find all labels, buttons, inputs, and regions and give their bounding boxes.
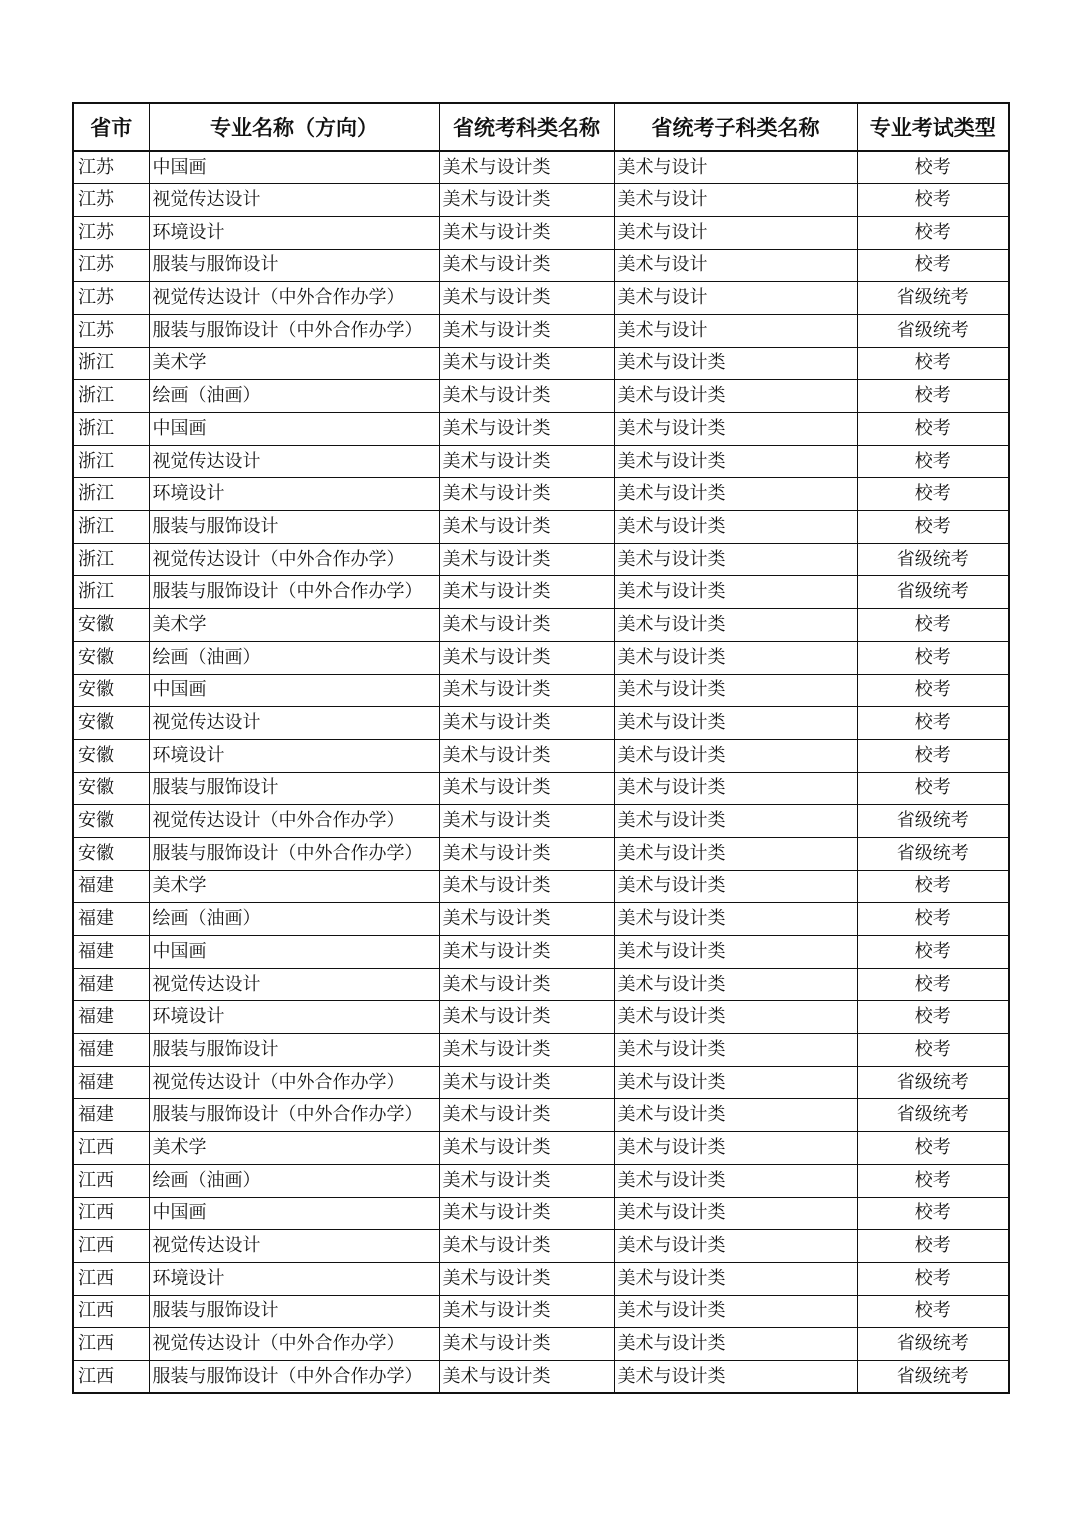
major-name-cell: 环境设计 <box>149 478 439 511</box>
major-name-cell: 视觉传达设计 <box>149 184 439 217</box>
province-cell: 江苏 <box>73 184 149 217</box>
exam-subcategory-cell: 美术与设计类 <box>614 1360 857 1393</box>
exam-subcategory-cell: 美术与设计 <box>614 151 857 184</box>
exam-subcategory-cell: 美术与设计 <box>614 282 857 315</box>
province-cell: 浙江 <box>73 478 149 511</box>
exam-type-cell: 校考 <box>857 413 1009 446</box>
exam-subcategory-cell: 美术与设计类 <box>614 1099 857 1132</box>
exam-type-cell: 省级统考 <box>857 837 1009 870</box>
major-name-cell: 绘画（油画） <box>149 1164 439 1197</box>
exam-category-cell: 美术与设计类 <box>439 1001 614 1034</box>
exam-category-cell: 美术与设计类 <box>439 1295 614 1328</box>
exam-category-cell: 美术与设计类 <box>439 1066 614 1099</box>
exam-type-cell: 省级统考 <box>857 1066 1009 1099</box>
exam-category-cell: 美术与设计类 <box>439 772 614 805</box>
table-row <box>73 674 1009 707</box>
table-row <box>73 837 1009 870</box>
province-cell: 江苏 <box>73 282 149 315</box>
province-cell: 福建 <box>73 1001 149 1034</box>
exam-subcategory-cell: 美术与设计 <box>614 314 857 347</box>
exam-type-cell: 校考 <box>857 347 1009 380</box>
exam-category-cell: 美术与设计类 <box>439 1360 614 1393</box>
exam-subcategory-cell: 美术与设计类 <box>614 641 857 674</box>
exam-subcategory-cell: 美术与设计类 <box>614 1295 857 1328</box>
exam-category-cell: 美术与设计类 <box>439 1099 614 1132</box>
table-header-row <box>73 103 1009 151</box>
province-cell: 福建 <box>73 1099 149 1132</box>
exam-category-cell: 美术与设计类 <box>439 314 614 347</box>
major-name-cell: 服装与服饰设计（中外合作办学） <box>149 1360 439 1393</box>
table-row <box>73 478 1009 511</box>
province-cell: 福建 <box>73 870 149 903</box>
table-row <box>73 805 1009 838</box>
header-exam-category: 省统考科类名称 <box>439 103 614 151</box>
major-name-cell: 服装与服饰设计 <box>149 772 439 805</box>
exam-type-cell: 校考 <box>857 936 1009 969</box>
province-cell: 江苏 <box>73 249 149 282</box>
major-name-cell: 服装与服饰设计（中外合作办学） <box>149 1099 439 1132</box>
exam-subcategory-cell: 美术与设计类 <box>614 674 857 707</box>
exam-subcategory-cell: 美术与设计 <box>614 249 857 282</box>
table-row <box>73 772 1009 805</box>
exam-type-cell: 校考 <box>857 151 1009 184</box>
exam-type-cell: 校考 <box>857 641 1009 674</box>
exam-category-cell: 美术与设计类 <box>439 837 614 870</box>
table-row <box>73 1132 1009 1165</box>
exam-type-cell: 省级统考 <box>857 1360 1009 1393</box>
exam-subcategory-cell: 美术与设计 <box>614 184 857 217</box>
exam-type-cell: 省级统考 <box>857 314 1009 347</box>
exam-subcategory-cell: 美术与设计类 <box>614 772 857 805</box>
exam-type-cell: 校考 <box>857 739 1009 772</box>
province-cell: 江西 <box>73 1295 149 1328</box>
table-row <box>73 511 1009 544</box>
exam-subcategory-cell: 美术与设计类 <box>614 543 857 576</box>
table-row <box>73 968 1009 1001</box>
table-row <box>73 576 1009 609</box>
table-row <box>73 870 1009 903</box>
exam-category-cell: 美术与设计类 <box>439 1328 614 1361</box>
major-name-cell: 中国画 <box>149 936 439 969</box>
exam-type-cell: 校考 <box>857 445 1009 478</box>
exam-subcategory-cell: 美术与设计类 <box>614 1034 857 1067</box>
table-row <box>73 184 1009 217</box>
province-cell: 安徽 <box>73 707 149 740</box>
exam-type-cell: 省级统考 <box>857 576 1009 609</box>
province-cell: 安徽 <box>73 609 149 642</box>
exam-category-cell: 美术与设计类 <box>439 968 614 1001</box>
exam-subcategory-cell: 美术与设计类 <box>614 413 857 446</box>
exam-subcategory-cell: 美术与设计类 <box>614 609 857 642</box>
exam-subcategory-cell: 美术与设计类 <box>614 1001 857 1034</box>
header-exam-type: 专业考试类型 <box>857 103 1009 151</box>
province-cell: 安徽 <box>73 837 149 870</box>
table-row <box>73 739 1009 772</box>
province-cell: 浙江 <box>73 413 149 446</box>
major-name-cell: 美术学 <box>149 609 439 642</box>
major-name-cell: 视觉传达设计 <box>149 968 439 1001</box>
major-name-cell: 中国画 <box>149 413 439 446</box>
province-cell: 安徽 <box>73 805 149 838</box>
exam-type-cell: 校考 <box>857 707 1009 740</box>
table-row <box>73 1001 1009 1034</box>
exam-category-cell: 美术与设计类 <box>439 903 614 936</box>
table-row <box>73 1034 1009 1067</box>
province-cell: 江苏 <box>73 216 149 249</box>
exam-category-cell: 美术与设计类 <box>439 380 614 413</box>
province-cell: 江西 <box>73 1197 149 1230</box>
exam-subcategory-cell: 美术与设计类 <box>614 478 857 511</box>
exam-category-cell: 美术与设计类 <box>439 674 614 707</box>
major-name-cell: 服装与服饰设计 <box>149 1295 439 1328</box>
exam-subcategory-cell: 美术与设计类 <box>614 347 857 380</box>
major-name-cell: 服装与服饰设计 <box>149 1034 439 1067</box>
exam-type-cell: 校考 <box>857 609 1009 642</box>
table-row <box>73 347 1009 380</box>
table-body <box>73 151 1009 1393</box>
exam-type-cell: 校考 <box>857 674 1009 707</box>
major-name-cell: 服装与服饰设计（中外合作办学） <box>149 837 439 870</box>
table-row <box>73 249 1009 282</box>
table-row <box>73 1197 1009 1230</box>
exam-type-cell: 校考 <box>857 1295 1009 1328</box>
province-cell: 浙江 <box>73 576 149 609</box>
exam-subcategory-cell: 美术与设计类 <box>614 968 857 1001</box>
major-name-cell: 环境设计 <box>149 739 439 772</box>
exam-category-cell: 美术与设计类 <box>439 576 614 609</box>
exam-category-cell: 美术与设计类 <box>439 1230 614 1263</box>
exam-category-cell: 美术与设计类 <box>439 936 614 969</box>
exam-type-cell: 校考 <box>857 1262 1009 1295</box>
province-cell: 福建 <box>73 968 149 1001</box>
table-row <box>73 314 1009 347</box>
province-cell: 福建 <box>73 903 149 936</box>
exam-subcategory-cell: 美术与设计类 <box>614 707 857 740</box>
exam-category-cell: 美术与设计类 <box>439 347 614 380</box>
table-row <box>73 151 1009 184</box>
exam-subcategory-cell: 美术与设计类 <box>614 1328 857 1361</box>
exam-category-cell: 美术与设计类 <box>439 445 614 478</box>
exam-type-cell: 校考 <box>857 380 1009 413</box>
major-name-cell: 绘画（油画） <box>149 641 439 674</box>
table-row <box>73 1164 1009 1197</box>
province-cell: 江西 <box>73 1132 149 1165</box>
exam-category-cell: 美术与设计类 <box>439 478 614 511</box>
header-exam-subcategory: 省统考子科类名称 <box>614 103 857 151</box>
province-cell: 福建 <box>73 936 149 969</box>
exam-category-cell: 美术与设计类 <box>439 151 614 184</box>
exam-type-cell: 校考 <box>857 1230 1009 1263</box>
exam-category-cell: 美术与设计类 <box>439 870 614 903</box>
province-cell: 浙江 <box>73 445 149 478</box>
exam-type-cell: 校考 <box>857 478 1009 511</box>
header-major-name: 专业名称（方向） <box>149 103 439 151</box>
major-name-cell: 绘画（油画） <box>149 903 439 936</box>
major-name-cell: 中国画 <box>149 1197 439 1230</box>
major-name-cell: 视觉传达设计（中外合作办学） <box>149 282 439 315</box>
exam-category-cell: 美术与设计类 <box>439 1197 614 1230</box>
province-cell: 浙江 <box>73 511 149 544</box>
province-cell: 江西 <box>73 1164 149 1197</box>
header-province: 省市 <box>73 103 149 151</box>
exam-category-cell: 美术与设计类 <box>439 184 614 217</box>
table-row <box>73 903 1009 936</box>
major-name-cell: 服装与服饰设计（中外合作办学） <box>149 576 439 609</box>
province-cell: 江西 <box>73 1230 149 1263</box>
province-cell: 江西 <box>73 1360 149 1393</box>
province-cell: 浙江 <box>73 543 149 576</box>
major-name-cell: 中国画 <box>149 151 439 184</box>
major-name-cell: 服装与服饰设计 <box>149 511 439 544</box>
major-name-cell: 美术学 <box>149 1132 439 1165</box>
table-row <box>73 1066 1009 1099</box>
admissions-table <box>72 102 1010 1394</box>
exam-subcategory-cell: 美术与设计类 <box>614 739 857 772</box>
major-name-cell: 环境设计 <box>149 216 439 249</box>
province-cell: 江苏 <box>73 314 149 347</box>
major-name-cell: 视觉传达设计（中外合作办学） <box>149 1066 439 1099</box>
province-cell: 福建 <box>73 1034 149 1067</box>
exam-type-cell: 省级统考 <box>857 543 1009 576</box>
province-cell: 浙江 <box>73 347 149 380</box>
province-cell: 安徽 <box>73 674 149 707</box>
table-row <box>73 1099 1009 1132</box>
exam-subcategory-cell: 美术与设计类 <box>614 511 857 544</box>
exam-type-cell: 校考 <box>857 968 1009 1001</box>
exam-subcategory-cell: 美术与设计类 <box>614 1262 857 1295</box>
exam-category-cell: 美术与设计类 <box>439 707 614 740</box>
exam-category-cell: 美术与设计类 <box>439 739 614 772</box>
major-name-cell: 视觉传达设计（中外合作办学） <box>149 543 439 576</box>
exam-type-cell: 校考 <box>857 216 1009 249</box>
exam-type-cell: 校考 <box>857 772 1009 805</box>
exam-type-cell: 校考 <box>857 1197 1009 1230</box>
exam-subcategory-cell: 美术与设计类 <box>614 1066 857 1099</box>
table-row <box>73 707 1009 740</box>
exam-type-cell: 校考 <box>857 1164 1009 1197</box>
major-name-cell: 中国画 <box>149 674 439 707</box>
province-cell: 安徽 <box>73 772 149 805</box>
table-row <box>73 380 1009 413</box>
exam-subcategory-cell: 美术与设计类 <box>614 903 857 936</box>
major-name-cell: 视觉传达设计（中外合作办学） <box>149 805 439 838</box>
major-name-cell: 服装与服饰设计（中外合作办学） <box>149 314 439 347</box>
table-row <box>73 1360 1009 1393</box>
exam-type-cell: 校考 <box>857 249 1009 282</box>
table-row <box>73 641 1009 674</box>
exam-subcategory-cell: 美术与设计 <box>614 216 857 249</box>
major-name-cell: 绘画（油画） <box>149 380 439 413</box>
exam-subcategory-cell: 美术与设计类 <box>614 1164 857 1197</box>
exam-subcategory-cell: 美术与设计类 <box>614 837 857 870</box>
table-row <box>73 1295 1009 1328</box>
table-row <box>73 1230 1009 1263</box>
exam-subcategory-cell: 美术与设计类 <box>614 936 857 969</box>
exam-subcategory-cell: 美术与设计类 <box>614 445 857 478</box>
exam-type-cell: 省级统考 <box>857 282 1009 315</box>
exam-category-cell: 美术与设计类 <box>439 511 614 544</box>
exam-type-cell: 校考 <box>857 184 1009 217</box>
table-row <box>73 936 1009 969</box>
exam-type-cell: 省级统考 <box>857 1099 1009 1132</box>
table-row <box>73 413 1009 446</box>
major-name-cell: 美术学 <box>149 870 439 903</box>
table-row <box>73 216 1009 249</box>
exam-category-cell: 美术与设计类 <box>439 216 614 249</box>
exam-subcategory-cell: 美术与设计类 <box>614 1132 857 1165</box>
province-cell: 浙江 <box>73 380 149 413</box>
major-name-cell: 视觉传达设计 <box>149 445 439 478</box>
exam-category-cell: 美术与设计类 <box>439 1164 614 1197</box>
exam-type-cell: 校考 <box>857 903 1009 936</box>
exam-type-cell: 校考 <box>857 511 1009 544</box>
exam-subcategory-cell: 美术与设计类 <box>614 805 857 838</box>
exam-category-cell: 美术与设计类 <box>439 805 614 838</box>
exam-subcategory-cell: 美术与设计类 <box>614 1197 857 1230</box>
exam-type-cell: 省级统考 <box>857 1328 1009 1361</box>
major-name-cell: 环境设计 <box>149 1001 439 1034</box>
major-name-cell: 美术学 <box>149 347 439 380</box>
province-cell: 安徽 <box>73 739 149 772</box>
table-row <box>73 609 1009 642</box>
major-name-cell: 视觉传达设计 <box>149 707 439 740</box>
table-row <box>73 1328 1009 1361</box>
exam-category-cell: 美术与设计类 <box>439 1132 614 1165</box>
exam-subcategory-cell: 美术与设计类 <box>614 1230 857 1263</box>
major-name-cell: 服装与服饰设计 <box>149 249 439 282</box>
exam-category-cell: 美术与设计类 <box>439 1262 614 1295</box>
exam-subcategory-cell: 美术与设计类 <box>614 870 857 903</box>
table-row <box>73 282 1009 315</box>
table-row <box>73 445 1009 478</box>
exam-type-cell: 校考 <box>857 1034 1009 1067</box>
exam-subcategory-cell: 美术与设计类 <box>614 576 857 609</box>
table-row <box>73 1262 1009 1295</box>
province-cell: 江西 <box>73 1328 149 1361</box>
exam-type-cell: 校考 <box>857 1001 1009 1034</box>
exam-category-cell: 美术与设计类 <box>439 1034 614 1067</box>
major-name-cell: 环境设计 <box>149 1262 439 1295</box>
exam-category-cell: 美术与设计类 <box>439 641 614 674</box>
exam-category-cell: 美术与设计类 <box>439 609 614 642</box>
province-cell: 江西 <box>73 1262 149 1295</box>
province-cell: 福建 <box>73 1066 149 1099</box>
major-name-cell: 视觉传达设计（中外合作办学） <box>149 1328 439 1361</box>
major-name-cell: 视觉传达设计 <box>149 1230 439 1263</box>
exam-subcategory-cell: 美术与设计类 <box>614 380 857 413</box>
table-row <box>73 543 1009 576</box>
exam-category-cell: 美术与设计类 <box>439 543 614 576</box>
exam-category-cell: 美术与设计类 <box>439 249 614 282</box>
province-cell: 江苏 <box>73 151 149 184</box>
exam-type-cell: 校考 <box>857 870 1009 903</box>
province-cell: 安徽 <box>73 641 149 674</box>
exam-category-cell: 美术与设计类 <box>439 282 614 315</box>
exam-type-cell: 校考 <box>857 1132 1009 1165</box>
exam-category-cell: 美术与设计类 <box>439 413 614 446</box>
exam-type-cell: 省级统考 <box>857 805 1009 838</box>
